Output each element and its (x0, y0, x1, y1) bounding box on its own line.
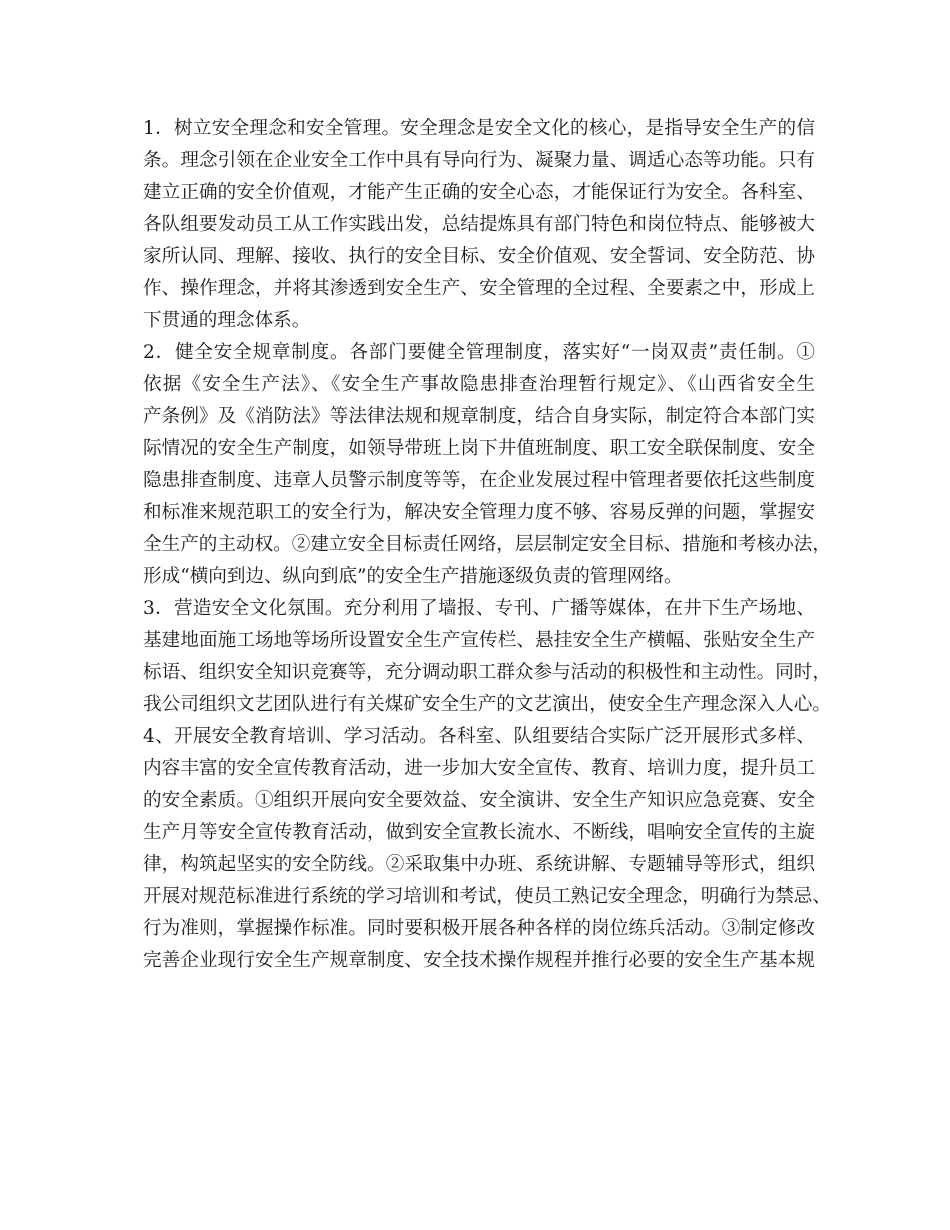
text-line: 家所认同、理解、接收、执行的安全目标、安全价值观、安全誓词、安全防范、协 (143, 246, 815, 267)
text-line: 作、操作理念，并将其渗透到安全生产、安全管理的全过程、全要素之中，形成上 (143, 278, 815, 299)
text-line: 基建地面施工场地等场所设置安全生产宣传栏、悬挂安全生产横幅、张贴安全生产 (143, 630, 815, 651)
document-body (143, 113, 831, 977)
paragraph-3-safety-culture (143, 593, 831, 721)
text-line: 内容丰富的安全宣传教育活动，进一步加大安全宣传、教育、培训力度，提升员工 (143, 758, 815, 779)
text-line: 下贯通的理念体系。 (143, 310, 311, 331)
text-line: 依据《安全生产法》、《安全生产事故隐患排查治理暂行规定》、《山西省安全生 (143, 374, 815, 395)
text-line: 隐患排查制度、违章人员警示制度等等，在企业发展过程中管理者要依托这些制度 (143, 470, 815, 491)
text-line: 形成“横向到边、纵向到底”的安全生产措施逐级负责的管理网络。 (143, 566, 683, 587)
text-line: 2．健全安全规章制度。各部门要健全管理制度，落实好“一岗双责”责任制。① (143, 342, 815, 363)
paragraph-1-safety-concept (143, 113, 815, 337)
text-line: 行为准则，掌握操作标准。同时要积极开展各种各样的岗位练兵活动。③制定修改 (143, 918, 815, 939)
text-line: 1．树立安全理念和安全管理。安全理念是安全文化的核心，是指导安全生产的信 (143, 118, 815, 139)
text-line: 4、开展安全教育培训、学习活动。各科室、队组要结合实际广泛开展形式多样、 (143, 726, 815, 747)
text-line: 产条例》及《消防法》等法律法规和规章制度，结合自身实际，制定符合本部门实 (143, 406, 815, 427)
text-line: 建立正确的安全价值观，才能产生正确的安全心态，才能保证行为安全。各科室、 (143, 182, 815, 203)
text-line: 生产月等安全宣传教育活动，做到安全宣教长流水、不断线，唱响安全宣传的主旋 (143, 822, 815, 843)
text-line: 全生产的主动权。②建立安全目标责任网络，层层制定安全目标、措施和考核办法， (143, 534, 831, 555)
text-line: 各队组要发动员工从工作实践出发，总结提炼具有部门特色和岗位特点、能够被大 (143, 214, 815, 235)
paragraph-4-safety-training (143, 721, 831, 977)
text-line: 的安全素质。①组织开展向安全要效益、安全演讲、安全生产知识应急竞赛、安全 (143, 790, 815, 811)
text-line: 和标准来规范职工的安全行为，解决安全管理力度不够、容易反弹的问题，掌握安 (143, 502, 815, 523)
text-line: 标语、组织安全知识竞赛等，充分调动职工群众参与活动的积极性和主动性。同时， (143, 662, 831, 683)
text-line: 条。理念引领在企业安全工作中具有导向行为、凝聚力量、调适心态等功能。只有 (143, 150, 815, 171)
text-line: 开展对规范标准进行系统的学习培训和考试，使员工熟记安全理念，明确行为禁忌、 (143, 886, 831, 907)
text-line: 际情况的安全生产制度，如领导带班上岗下井值班制度、职工安全联保制度、安全 (143, 438, 815, 459)
text-line: 律，构筑起坚实的安全防线。②采取集中办班、系统讲解、专题辅导等形式，组织 (143, 854, 815, 875)
text-line: 我公司组织文艺团队进行有关煤矿安全生产的文艺演出，使安全生产理念深入人心。 (143, 694, 831, 715)
text-line: 完善企业现行安全生产规章制度、安全技术操作规程并推行必要的安全生产基本规 (143, 950, 815, 971)
text-line: 3．营造安全文化氛围。充分利用了墙报、专刊、广播等媒体，在井下生产场地、 (143, 598, 815, 619)
paragraph-2-safety-rules (143, 337, 831, 593)
